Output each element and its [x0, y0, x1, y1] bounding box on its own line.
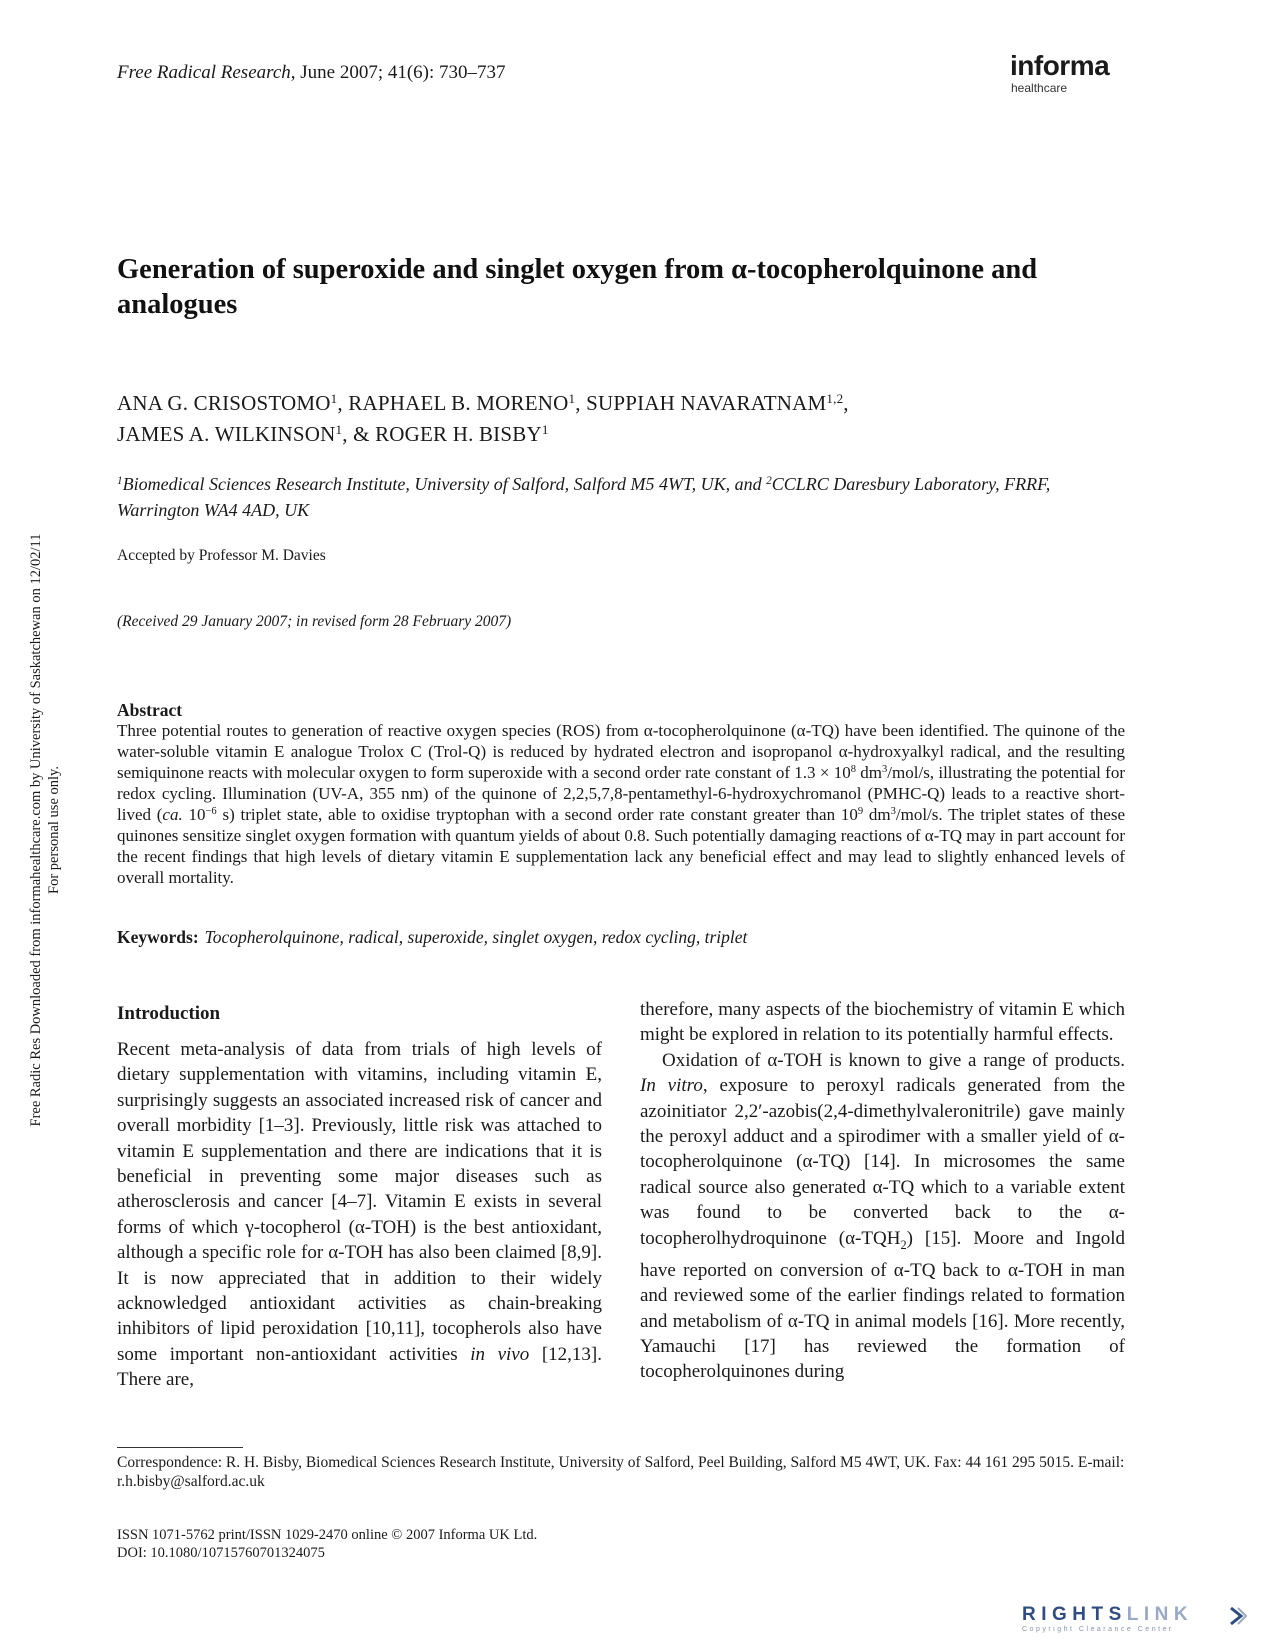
intro-paragraph: therefore, many aspects of the biochemistry of vitamin E which might be explored in relation to its potentially harmful effects. — [640, 999, 1125, 1046]
abstract-part: /mol/s. The triplet states of these quinones sensitize singlet oxygen formation with quantum yields of about 0.8. Such potentially damaging reactions of α-TQ may in part account for the recent findings that high levels of dietary vitamin E supplementation lack any beneficial effect and may lead to slightly enhanced levels of overall mortality. — [117, 805, 1126, 887]
abstract-text — [117, 720, 1125, 888]
author-3: , SUPPIAH NAVARATNAM — [575, 391, 827, 415]
issn-block — [117, 1526, 537, 1562]
author-comma: , — [843, 391, 849, 415]
author-5-affil: 1 — [541, 421, 549, 437]
abstract-heading: Abstract — [117, 700, 183, 720]
keywords — [117, 927, 1127, 948]
informa-logo — [1010, 52, 1120, 95]
author-4: JAMES A. WILKINSON — [117, 422, 336, 446]
intro-left-column — [117, 1037, 602, 1393]
abstract-part: dm — [856, 763, 883, 782]
intro-text: ) [15]. Moore and Ingold have reported on conversion of α-TQ back to α-TOH in man and reviewed some of the earlier findings related to formation and metabolism of α-TQ in animal models [16]. More recently, Yamauchi [17] has reviewed the formation of tocopherolquinones during — [640, 1227, 1125, 1383]
abstract-part: dm — [863, 805, 891, 824]
rightslink-tagline: Copyright Clearance Center — [1022, 1626, 1174, 1633]
affil-marker-2: 2 — [766, 474, 772, 487]
intro-ital: In vitro — [640, 1075, 703, 1097]
side-note-line-2: For personal use only. — [46, 766, 62, 894]
intro-text: [12,13]. There are, — [117, 1343, 602, 1391]
chevron-right-icon — [1227, 1606, 1247, 1626]
intro-right-column — [640, 997, 1125, 1385]
affil-marker-1: 1 — [117, 474, 123, 487]
author-1: ANA G. CRISOSTOMO — [117, 391, 331, 415]
abstract-sup: 3 — [890, 806, 896, 818]
abstract-part: /mol/s, illustrating the potential for redox cycling. Illumination (UV-A, 355 nm) of the quinone of 2,2,5,7,8-pentamethyl-6-hydroxychromanol (PMHC-Q) leads to a reactive short-lived ( — [117, 763, 1126, 824]
author-1-affil: 1 — [330, 390, 338, 406]
abstract-ital: ca. — [162, 805, 183, 824]
abstract-part: s) triplet state, able to oxidise tryptophan with a second order rate constant greater than 10 — [216, 805, 858, 824]
footnote-rule — [117, 1447, 243, 1448]
abstract-sup: 3 — [882, 764, 888, 776]
rightslink-strong: RIGHTS — [1022, 1604, 1127, 1625]
journal-citation — [117, 62, 506, 84]
intro-paragraph — [117, 1037, 602, 1393]
abstract-sup: −6 — [205, 806, 217, 818]
intro-text: , exposure to peroxyl radicals generated from the azoinitiator 2,2′-azobis(2,4-dimethylvaleronitrile) gave mainly the peroxyl adduct and a spirodimer with a smaller yield of α-tocopherolquinone (α-TQ) [14]. In microsomes the same radical source also generated α-TQ which to a variable extent was found to be converted back to the α-tocopherolhydroquinone (α-TQH — [640, 1075, 1125, 1249]
journal-issue: , June 2007; 41(6): 730–737 — [290, 62, 506, 83]
abstract-sup: 8 — [850, 764, 856, 776]
abstract-part: 10 — [182, 805, 206, 824]
rightslink-logo[interactable] — [1022, 1605, 1254, 1639]
doi-line: DOI: 10.1080/10715760701324075 — [117, 1545, 325, 1561]
received-dates: (Received 29 January 2007; in revised form 28 February 2007) — [117, 613, 512, 630]
abstract-sup: 9 — [857, 806, 864, 818]
abstract-part: Three potential routes to generation of reactive oxygen species (ROS) from α-tocopherolquinone (α-TQ) have been identified. The quinone of the water-soluble vitamin E analogue Trolox C (Trol-Q) is reduced by hydrated electron and isopropanol α-hydroxyalkyl radical, and the resulting semiquinone reacts with molecular oxygen to form superoxide with a second order rate constant of 1.3 × 10 — [117, 721, 1125, 782]
intro-ital: in vivo — [470, 1343, 530, 1365]
issn-line: ISSN 1071-5762 print/ISSN 1029-2470 online © 2007 Informa UK Ltd. — [117, 1527, 538, 1543]
logo-brand: informa — [1010, 50, 1110, 81]
author-2: , RAPHAEL B. MORENO — [337, 391, 569, 415]
author-5: , & ROGER H. BISBY — [342, 422, 542, 446]
author-2-affil: 1 — [568, 390, 576, 406]
author-4-affil: 1 — [335, 421, 343, 437]
keywords-list: Tocopherolquinone, radical, superoxide, singlet oxygen, redox cycling, triplet — [204, 927, 748, 947]
rightslink-light: LINK — [1126, 1604, 1194, 1625]
journal-name: Free Radical Research — [117, 62, 291, 83]
intro-text: Oxidation of α-TOH is known to give a range of products. — [662, 1049, 1125, 1071]
introduction-heading: Introduction — [117, 1003, 221, 1024]
intro-sub: 2 — [900, 1237, 907, 1252]
rightslink-wordmark — [1022, 1605, 1254, 1625]
author-3-affil: 1,2 — [826, 390, 844, 406]
affil-text-2: CCLRC Daresbury Laboratory, FRRF, Warrington WA4 4AD, UK — [117, 474, 1051, 520]
correspondence-note: Correspondence: R. H. Bisby, Biomedical Sciences Research Institute, University of Salford, Peel Building, Salford M5 4WT, UK. Fax: 44 161 295 5015. E-mail: r.h.bisby@salford.ac.uk — [117, 1454, 1125, 1490]
accepted-by: Accepted by Professor M. Davies — [117, 547, 326, 564]
keywords-label: Keywords: — [117, 927, 199, 947]
paper-title: Generation of superoxide and singlet oxygen from α-tocopherolquinone and analogues — [117, 254, 1038, 320]
download-side-note — [27, 490, 63, 1170]
author-list — [117, 388, 1127, 450]
affiliations — [117, 471, 1127, 523]
logo-sub: healthcare — [1011, 81, 1068, 95]
affil-text-1: Biomedical Sciences Research Institute, University of Salford, Salford M5 4WT, UK, and — [122, 474, 767, 494]
intro-text: Recent meta-analysis of data from trials of high levels of dietary supplementation with vitamins, including vitamin E, surprisingly suggests an associated increased risk of cancer and overall morbidity [1–3]. Previously, little risk was attached to vitamin E supplementation and there are indications that it is beneficial in preventing some major diseases such as atherosclerosis and cancer [4–7]. Vitamin E exists in several forms of which γ-tocopherol (α-TOH) is the best antioxidant, although a specific role for α-TOH has also been claimed [8,9]. It is now appreciated that in addition to their widely acknowledged antioxidant activities as chain-breaking inhibitors of lipid peroxidation [10,11], tocopherols also have some important non-antioxidant activities — [117, 1039, 602, 1365]
side-note-line-1: Free Radic Res Downloaded from informahealthcare.com by University of Saskatchewan on 12/02/11 — [28, 533, 44, 1127]
intro-paragraph — [640, 1048, 1125, 1385]
